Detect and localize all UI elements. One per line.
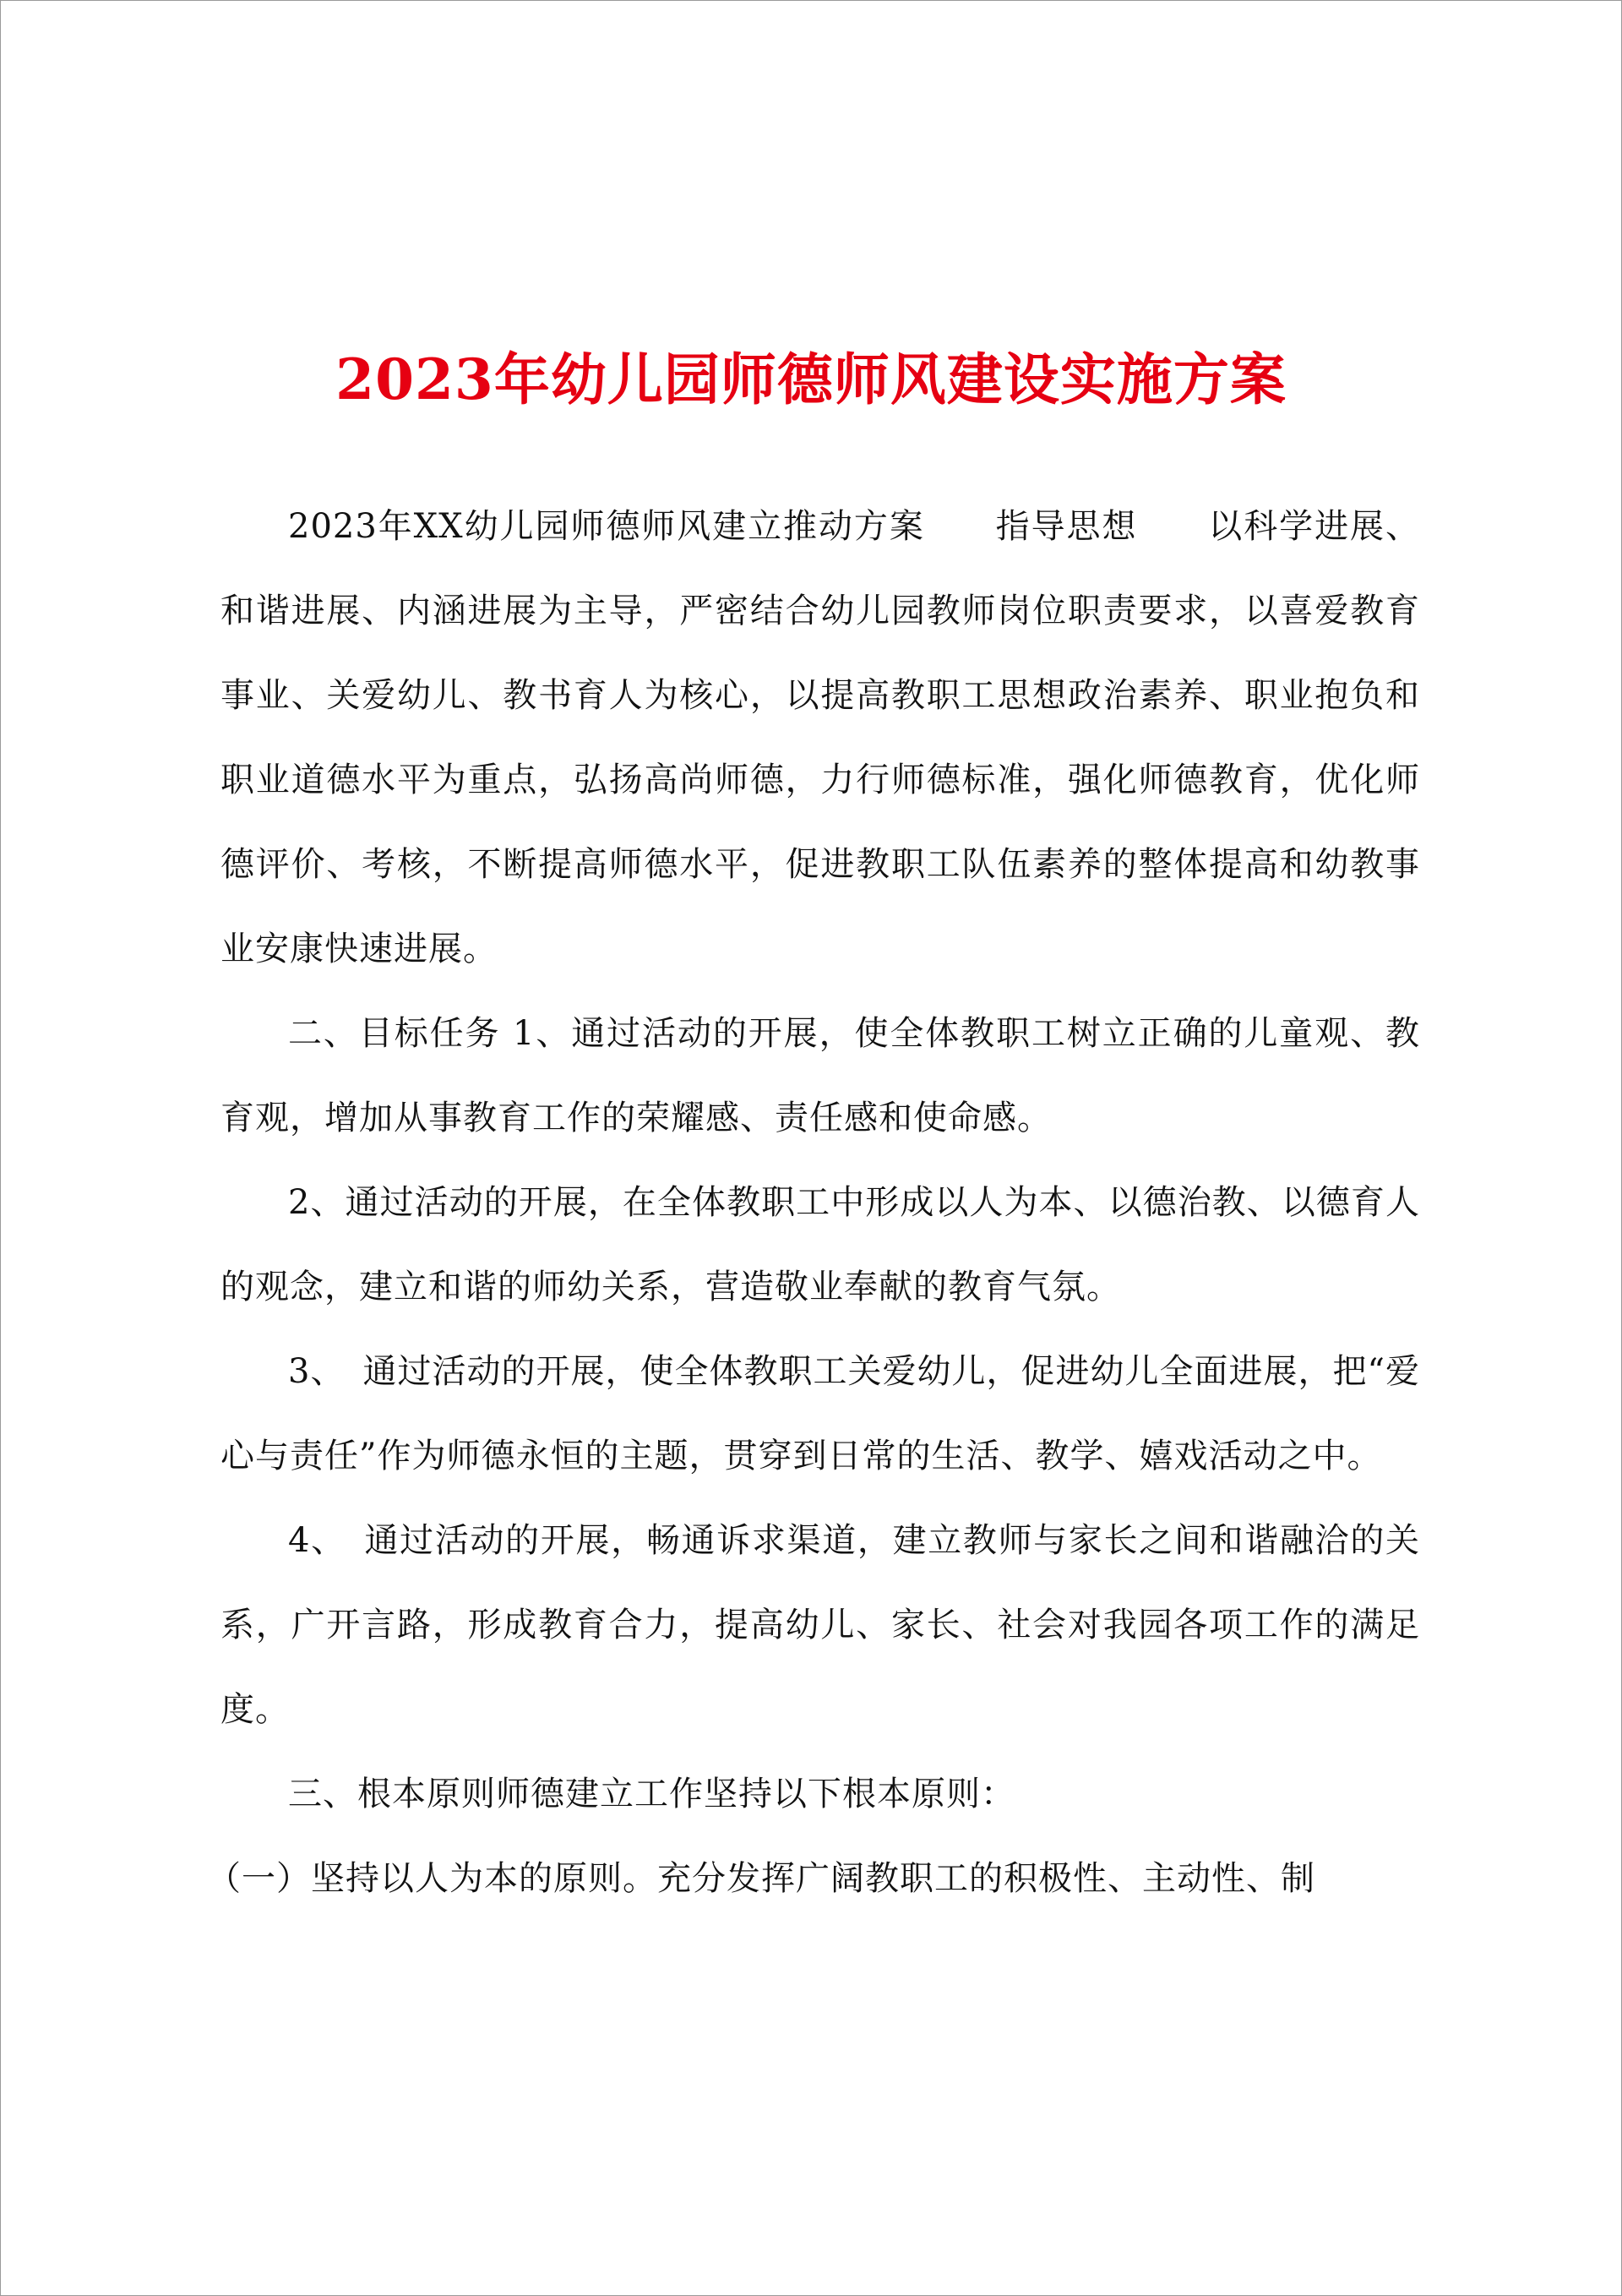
paragraph-goal-1: 二、目标任务 1、通过活动的开展，使全体教职工树立正确的儿童观、教育观，增加从事教育工作的荣耀感、责任感和使命感。 — [220, 1014, 1420, 1137]
paragraph-goal-3: 3、 通过活动的开展，使全体教职工关爱幼儿，促进幼儿全面进展，把“爱心与责任”作为师德永恒的主题，贯穿到日常的生活、教学、嬉戏活动之中。 — [220, 1352, 1420, 1475]
paragraph-goal-2: 2、通过活动的开展，在全体教职工中形成以人为本、以德治教、以德育人的观念，建立和谐的师幼关系，营造敬业奉献的教育气氛。 — [220, 1183, 1420, 1306]
paragraph-goal-4: 4、 通过活动的开展，畅通诉求渠道，建立教师与家长之间和谐融洽的关系，广开言路，形成教育合力，提高幼儿、家长、社会对我园各项工作的满足度。 — [220, 1521, 1420, 1729]
paragraph-basic-principles: 三、根本原则师德建立工作坚持以下根本原则： — [288, 1775, 1015, 1813]
paragraph-guiding-ideology: 2023年XX幼儿园师德师风建立推动方案 指导思想 以科学进展、和谐进展、内涵进展为主导，严密结合幼儿园教师岗位职责要求，以喜爱教育事业、关爱幼儿、教书育人为核心，以提高教职工思想政治素养、职业抱负和职业道德水平为重点，弘扬高尚师德，力行师德标准，强化师德教育，优化师德评价、考核，不断提高师德水平，促进教职工队伍素养的整体提高和幼教事业安康快速进展。 — [220, 507, 1420, 968]
document-title: 2023年幼儿园师德师风建设实施方案 — [335, 346, 1287, 412]
document-body — [207, 484, 1420, 1921]
paragraph-principle-1: （一）坚持以人为本的原则。充分发挥广阔教职工的积极性、主动性、制 — [207, 1859, 1315, 1898]
